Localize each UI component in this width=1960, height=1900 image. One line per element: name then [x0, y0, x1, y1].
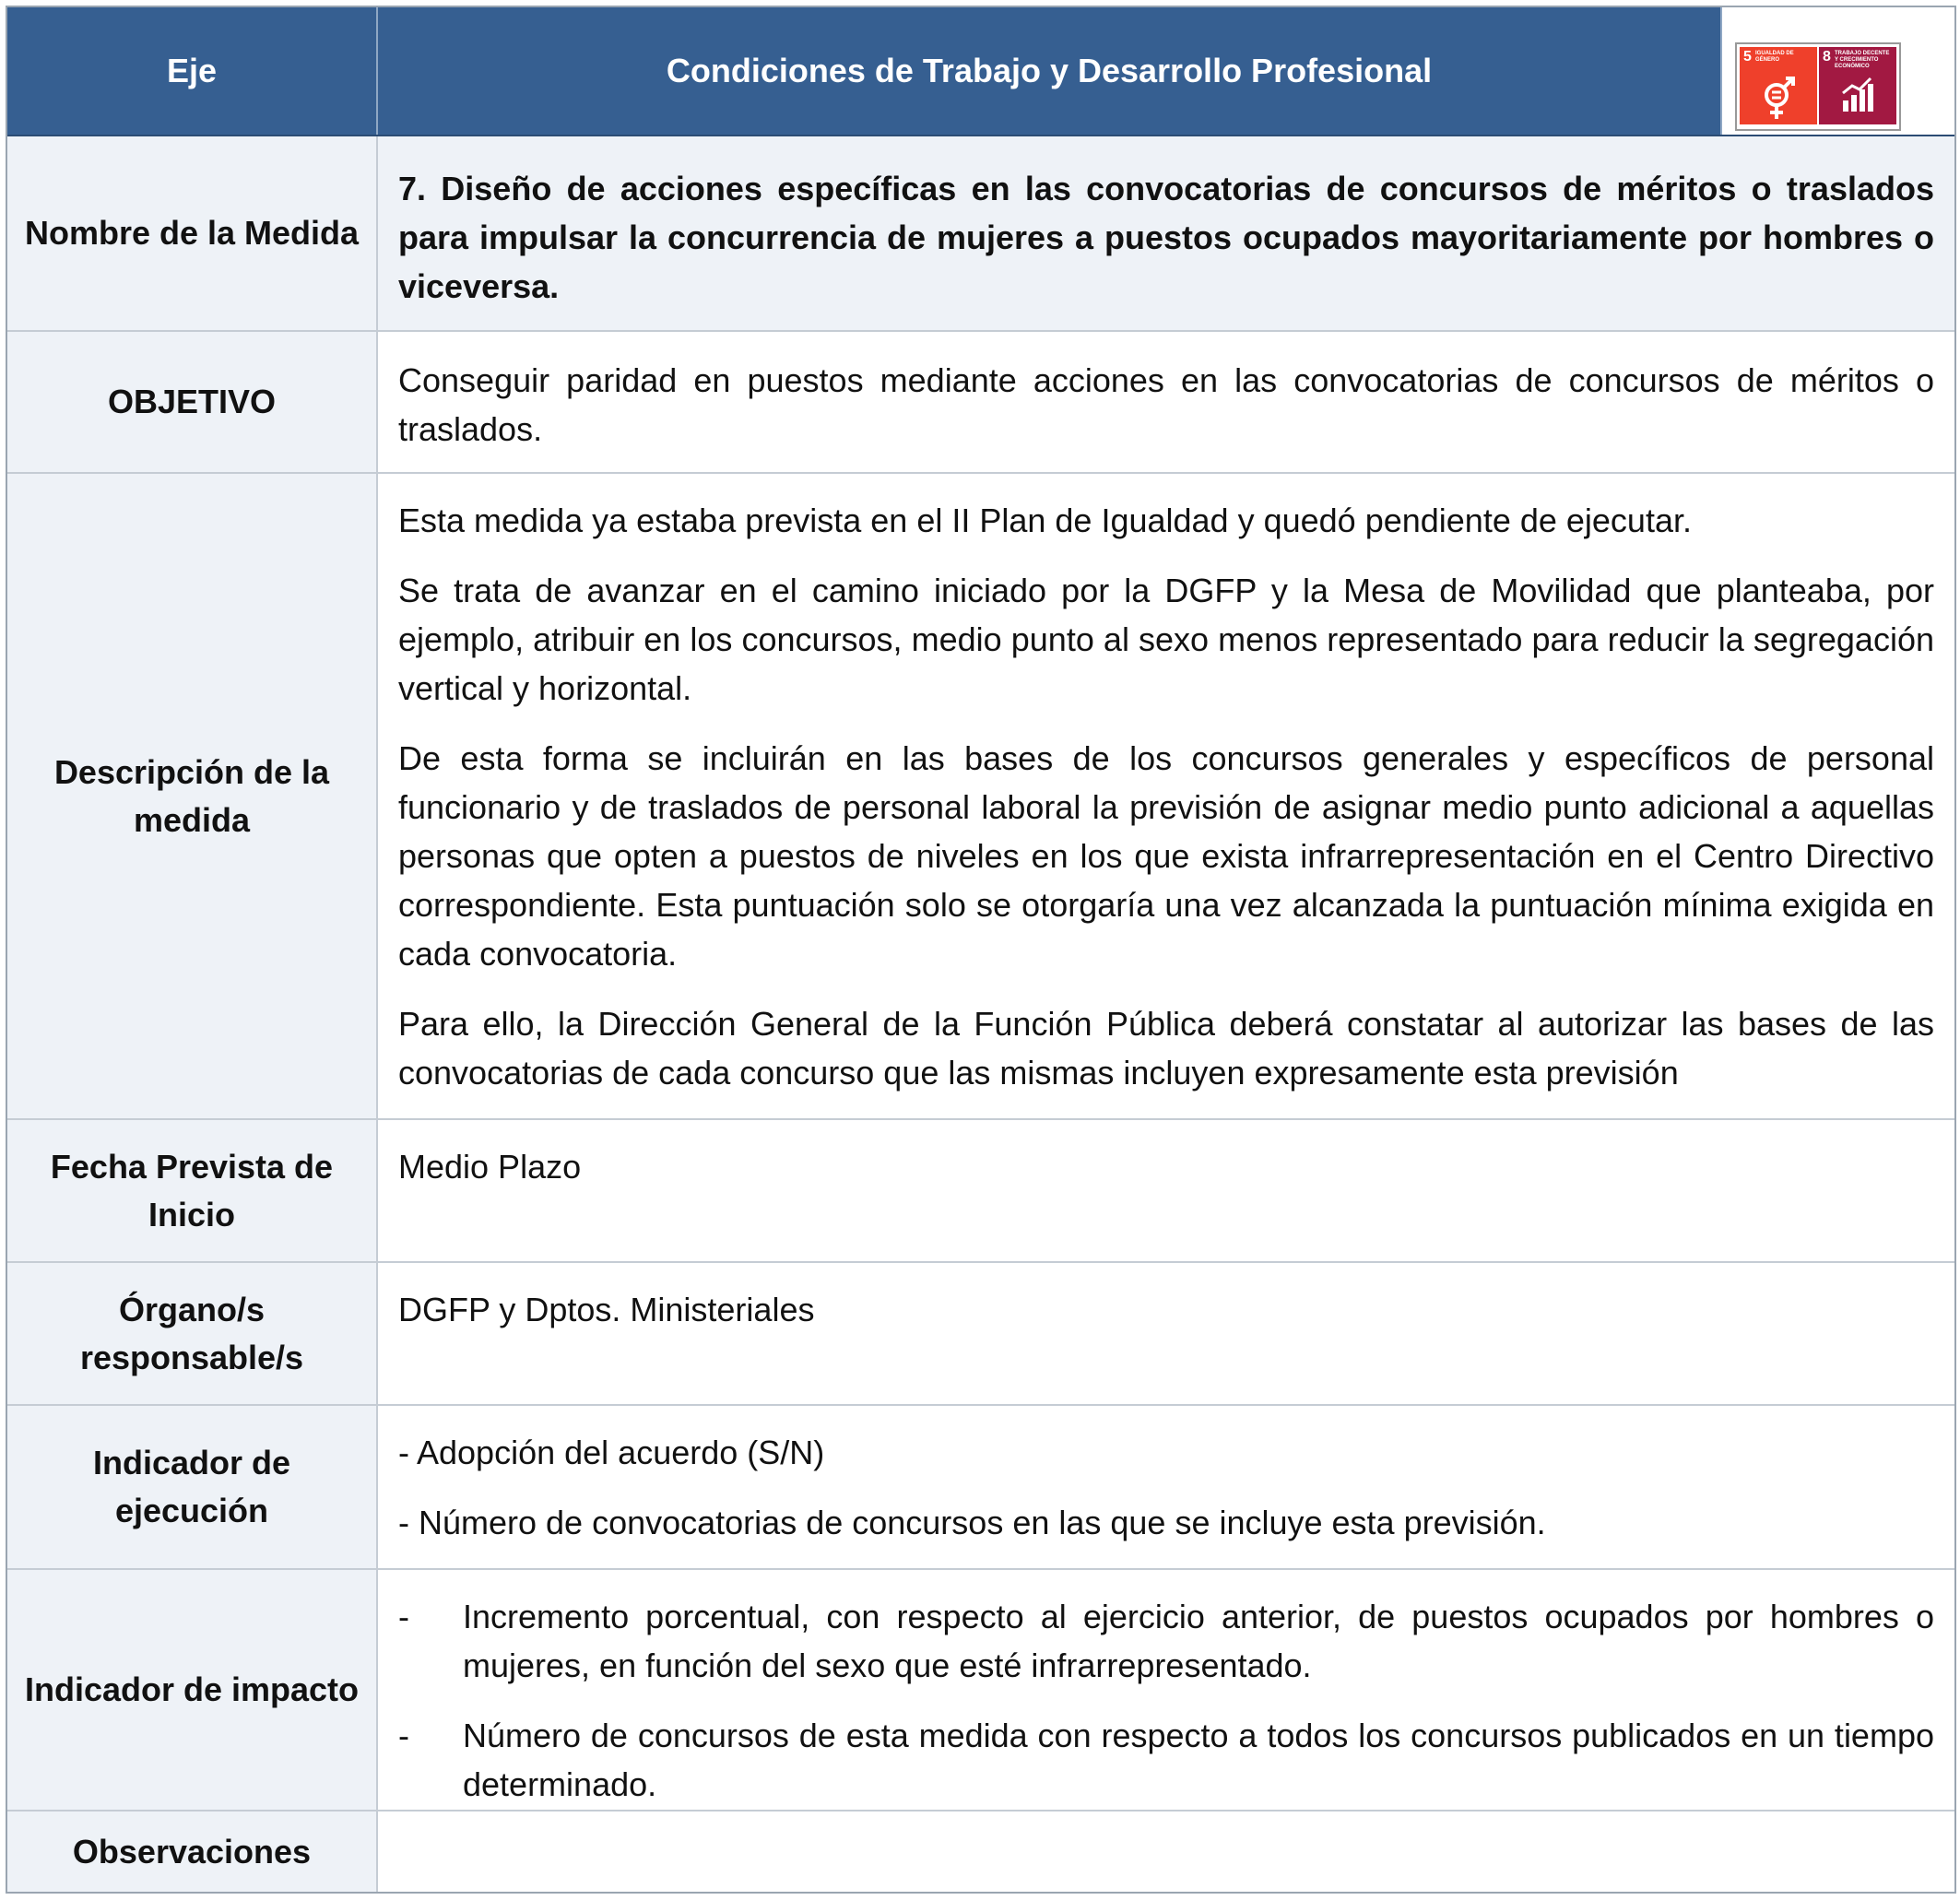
execution-indicator-item: - Número de convocatorias de concursos en las que se incluye esta previsión. [398, 1504, 1546, 1541]
impact-indicator-text: Incremento porcentual, con respecto al ejercicio anterior, de puestos ocupados por hombres o mujeres, en función del sexo que esté infrarrepresentado. [463, 1598, 1934, 1684]
sdg-badges [1735, 42, 1901, 131]
row-observaciones [7, 1811, 1954, 1892]
description-paragraph: De esta forma se incluirán en las bases de los concursos generales y específicos de personal funcionario y de traslados de personal laboral la previsión de asignar medio punto adicional a aquellas personas que opten a puestos de niveles en los que exista infrarrepresentación en el Centro Directivo correspondiente. Esta puntuación solo se otorgaría una vez alcanzada la puntuación mínima exigida en cada convocatoria. [398, 739, 1934, 973]
row-label-fecha: Fecha Prevista de Inicio [7, 1120, 378, 1261]
start-date-text: Medio Plazo [398, 1148, 582, 1186]
objective-text: Conseguir paridad en puestos mediante acciones en las convocatorias de concursos de méritos o traslados. [398, 361, 1934, 448]
responsible-body-text: DGFP y Dptos. Ministeriales [398, 1291, 815, 1328]
list-bullet: - [398, 1598, 409, 1635]
row-label-ind-ejecucion: Indicador de ejecución [7, 1406, 378, 1568]
list-item [398, 1711, 1934, 1809]
description-text [378, 474, 1954, 1118]
execution-indicator-item: - Adopción del acuerdo (S/N) [398, 1434, 825, 1471]
row-fecha [7, 1120, 1954, 1263]
sdg-5-number: 5 [1743, 49, 1752, 65]
growth-chart-icon [1839, 77, 1876, 113]
row-ind-ejecucion [7, 1406, 1954, 1570]
row-organo [7, 1263, 1954, 1406]
sdg-8-badge [1819, 47, 1896, 124]
row-nombre [7, 136, 1954, 332]
sdg-5-badge [1740, 47, 1817, 124]
measure-table [6, 6, 1956, 1894]
header-axis-title: Condiciones de Trabajo y Desarrollo Profesional [378, 7, 1722, 135]
sdg-5-label: IGUALDAD DE GÉNERO [1755, 51, 1794, 63]
list-bullet: - [398, 1717, 409, 1754]
sdg-badges-cell [1722, 7, 1954, 135]
row-label-ind-impacto: Indicador de impacto [7, 1570, 378, 1810]
impact-indicators [378, 1570, 1954, 1810]
sdg-8-label: TRABAJO DECENTE Y CRECIMIENTO ECONÓMICO [1835, 51, 1890, 69]
header-eje: Eje [7, 7, 378, 135]
row-label-objetivo: OBJETIVO [7, 332, 378, 472]
description-paragraph: Se trata de avanzar en el camino iniciado por la DGFP y la Mesa de Movilidad que planteaba, por ejemplo, atribuir en los concursos, medio punto al sexo menos representado para reducir la segregación vertical y horizontal. [398, 572, 1934, 707]
observations-text [378, 1811, 1954, 1892]
sdg-8-number: 8 [1823, 49, 1831, 65]
impact-indicator-text: Número de concursos de esta medida con respecto a todos los concursos publicados en un tiempo determinado. [463, 1717, 1934, 1803]
row-ind-impacto [7, 1570, 1954, 1811]
description-paragraph: Esta medida ya estaba prevista en el II Plan de Igualdad y quedó pendiente de ejecutar. [398, 502, 1692, 539]
execution-indicators [378, 1406, 1954, 1568]
gender-equality-icon [1760, 77, 1797, 121]
measure-name: 7. Diseño de acciones específicas en las convocatorias de concursos de méritos o traslados para impulsar la concurrencia de mujeres a puestos ocupados mayoritariamente por hombres o viceversa. [378, 136, 1954, 330]
row-label-organo: Órgano/s responsable/s [7, 1263, 378, 1404]
row-descripcion [7, 474, 1954, 1120]
description-paragraph: Para ello, la Dirección General de la Función Pública deberá constatar al autorizar las bases de las convocatorias de cada concurso que las mismas incluyen expresamente esta previsión [398, 1005, 1934, 1092]
row-label-observaciones: Observaciones [7, 1811, 378, 1892]
row-label-nombre: Nombre de la Medida [7, 136, 378, 330]
row-objetivo [7, 332, 1954, 474]
list-item [398, 1592, 1934, 1690]
table-header [7, 7, 1954, 136]
row-label-descripcion: Descripción de la medida [7, 474, 378, 1118]
